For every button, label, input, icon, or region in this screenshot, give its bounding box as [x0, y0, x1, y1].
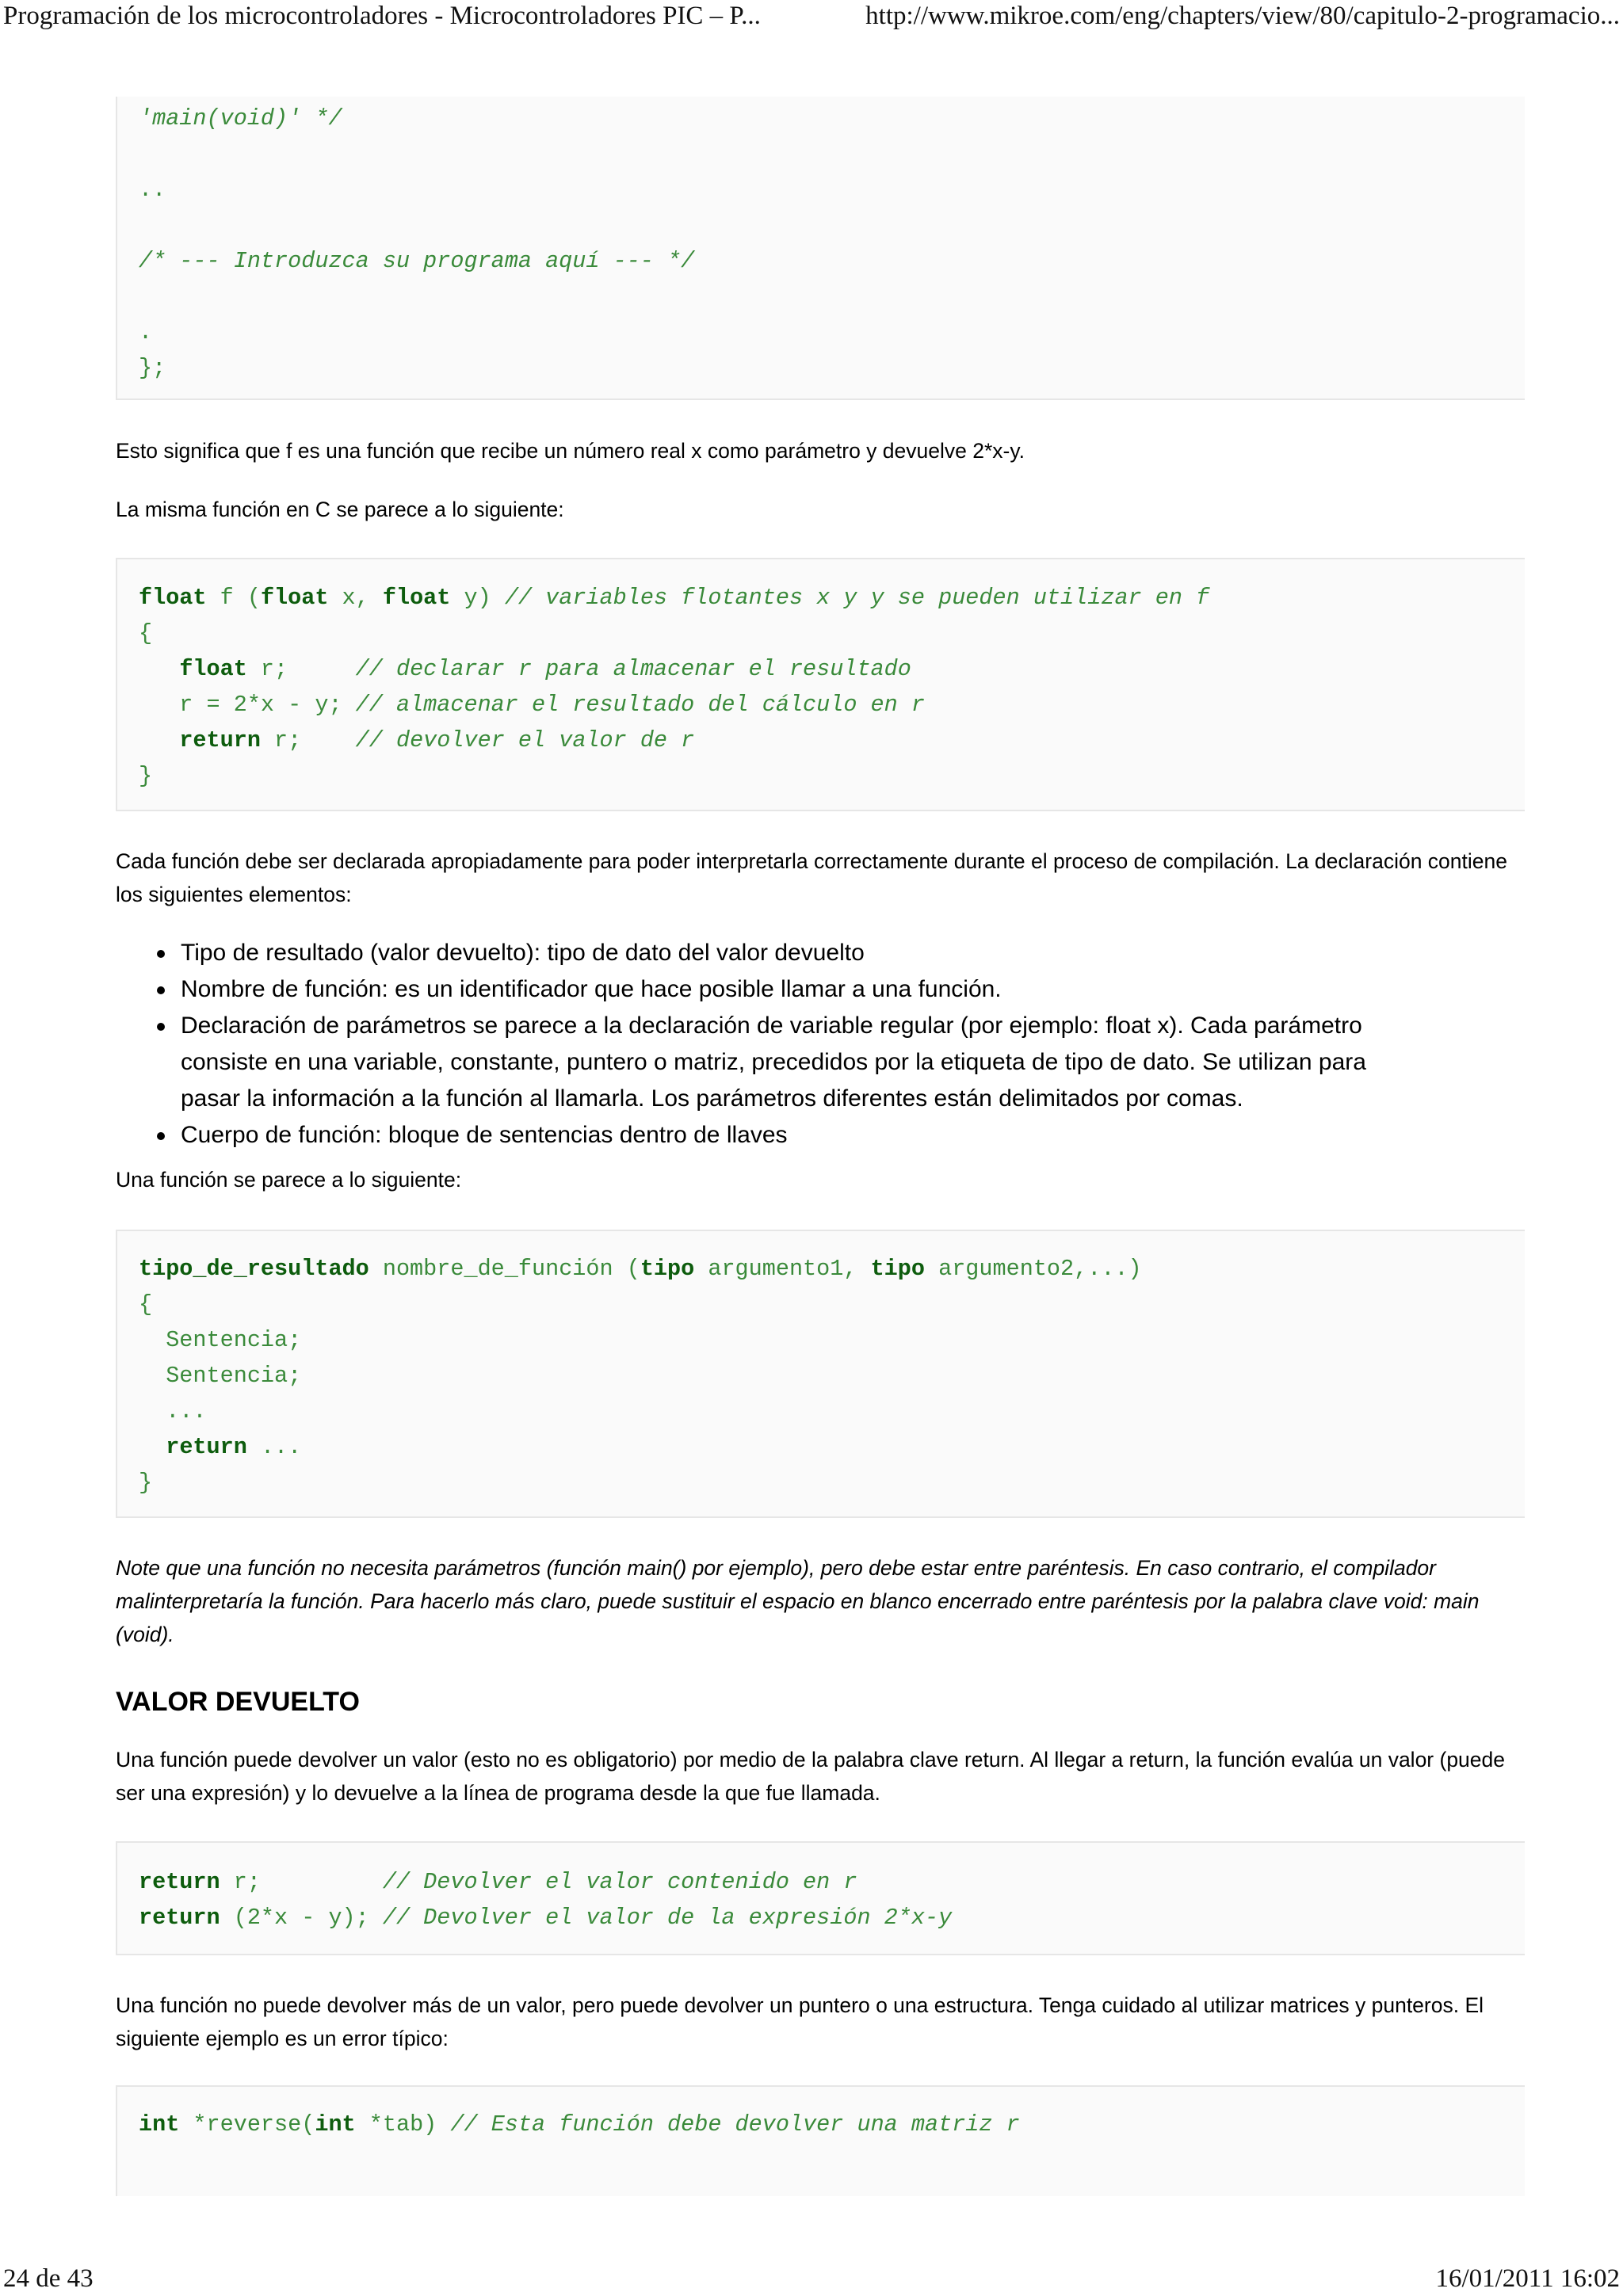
declaration-elements-list — [116, 935, 1463, 1154]
bullet-icon — [157, 986, 165, 994]
code-line: ... — [139, 1398, 207, 1425]
page-url: http://www.mikroe.com/eng/chapters/view/80/capitulo-2-programacio... — [865, 2, 1620, 30]
paragraph-function-meaning: Esto significa que f es una función que recibe un número real x como parámetro y devuelve 2*x-y. — [116, 439, 1025, 463]
code-line: } — [139, 763, 153, 789]
paragraph-typical-error: Una función no puede devolver más de un valor, pero puede devolver un puntero o una estructura. Tenga cuidado al utilizar matrices y punteros. El siguiente ejemplo es un error típico: — [116, 1993, 1484, 2050]
code-line: }; — [139, 355, 166, 381]
code-line: return r; // Devolver el valor contenido en r — [139, 1869, 857, 1895]
code-line: Sentencia; — [139, 1363, 302, 1389]
code-line: tipo_de_resultado nombre_de_función (tipo argumento1, tipo argumento2,...) — [139, 1256, 1142, 1282]
code-block-reverse-function — [116, 2085, 1525, 2196]
code-line: int *reverse(int *tab) // Esta función debe devolver una matriz r — [139, 2111, 1020, 2138]
code-line: return ... — [166, 1434, 302, 1460]
paragraph-return-value: Una función puede devolver un valor (esto no es obligatorio) por medio de la palabra clave return. Al llegar a return, la función evalúa un valor (puede ser una expresión) y lo devuelve a la línea de programa desde la que fue llamada. — [116, 1748, 1506, 1805]
paragraph-function-form-intro: Una función se parece a lo siguiente: — [116, 1168, 462, 1192]
code-line: /* --- Introduzca su programa aquí --- */ — [139, 248, 695, 274]
list-item: Cuerpo de función: bloque de sentencias dentro de llaves — [116, 1117, 1463, 1154]
list-item: Declaración de parámetros se parece a la declaración de variable regular (por ejemplo: float x). Cada parámetro consiste en una variable, constante, puntero o matriz, precedidos por la etiqueta de tipo de dato. Se utilizan para pasar la información a la función al llamarla. Los parámetros diferentes están delimitados por comas. — [116, 1008, 1463, 1117]
page-counter: 24 de 43 — [3, 2264, 94, 2293]
paragraph-note-parameters: Note que una función no necesita parámetros (función main() por ejemplo), pero debe estar entre paréntesis. En caso contrario, el compilador malinterpretaría la función. Para hacerlo más claro, puede sustituir el espacio en blanco encerrado entre paréntesis por la palabra clave void: main (void). — [116, 1556, 1480, 1646]
code-line: { — [139, 620, 153, 646]
code-line: float f (float x, float y) // variables flotantes x y y se pueden utilizar en f — [139, 585, 1210, 611]
code-block-float-f — [116, 558, 1525, 811]
code-line: return (2*x - y); // Devolver el valor de la expresión 2*x-y — [139, 1905, 953, 1931]
code-line: Sentencia; — [139, 1327, 302, 1353]
code-block-return-examples — [116, 1841, 1525, 1955]
page-title: Programación de los microcontroladores - Microcontroladores PIC – P... — [3, 2, 761, 30]
code-block-main-void — [116, 97, 1525, 400]
code-line-blank — [139, 136, 1525, 172]
code-line: 'main(void)' */ — [139, 105, 342, 132]
print-footer — [0, 2263, 1623, 2296]
code-line: . — [139, 319, 153, 345]
bullet-icon — [157, 1023, 165, 1031]
code-line-blank — [139, 279, 1525, 315]
bullet-icon — [157, 1132, 165, 1140]
print-datetime: 16/01/2011 16:02 — [1435, 2264, 1620, 2293]
paragraph-c-function-intro: La misma función en C se parece a lo siguiente: — [116, 498, 564, 521]
list-item: Tipo de resultado (valor devuelto): tipo de dato del valor devuelto — [116, 935, 1463, 971]
code-block-function-template — [116, 1230, 1525, 1518]
paragraph-declaration: Cada función debe ser declarada apropiadamente para poder interpretarla correctamente durante el proceso de compilación. La declaración contiene los siguientes elementos: — [116, 849, 1507, 906]
code-line: { — [139, 1291, 153, 1318]
code-line: return r; // devolver el valor de r — [179, 727, 695, 753]
code-line: } — [139, 1470, 153, 1496]
list-item: Nombre de función: es un identificador que hace posible llamar a una función. — [116, 971, 1463, 1008]
code-line: .. — [139, 177, 166, 203]
section-heading-valor-devuelto: VALOR DEVUELTO — [116, 1687, 360, 1717]
bullet-icon — [157, 950, 165, 958]
print-header — [0, 0, 1623, 35]
code-line: r = 2*x - y; // almacenar el resultado del cálculo en r — [139, 692, 925, 718]
code-line: float r; // declarar r para almacenar el resultado — [179, 656, 911, 682]
code-line-blank — [139, 208, 1525, 243]
